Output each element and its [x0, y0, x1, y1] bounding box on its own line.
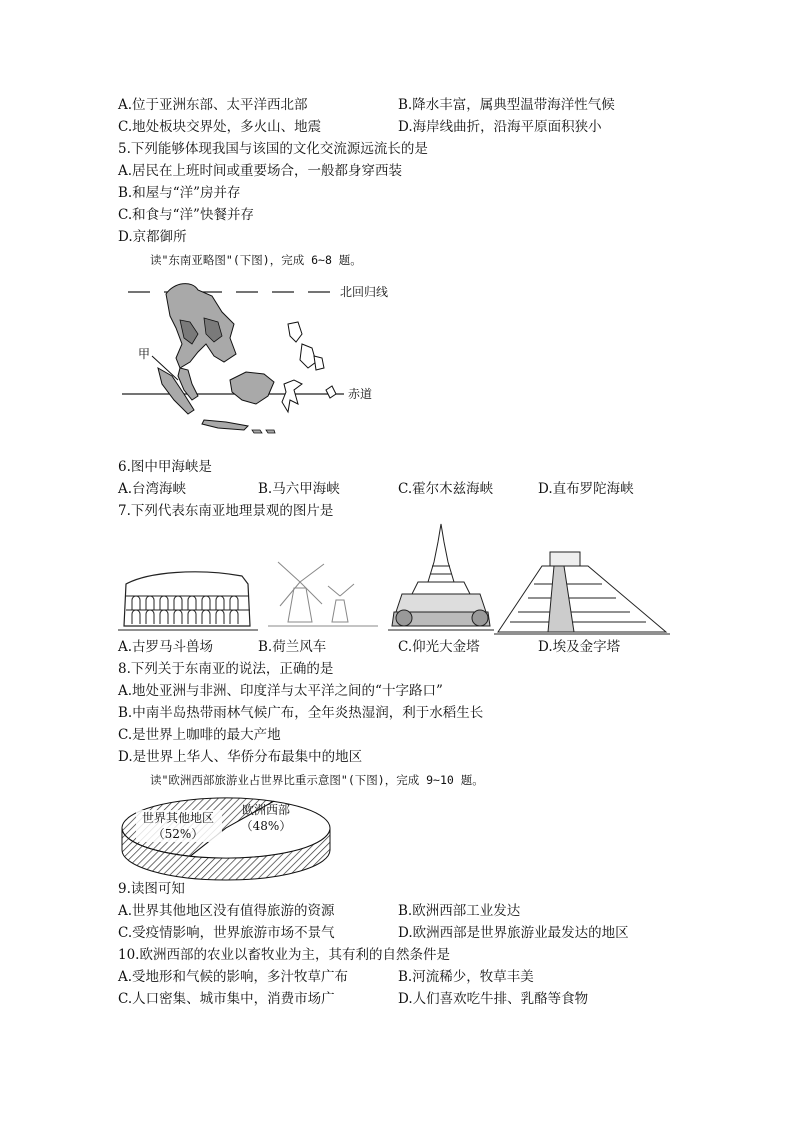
map-instruction: 读"东南亚略图"(下图)，完成 6~8 题。: [150, 253, 362, 267]
island: [266, 430, 275, 433]
strait-jia-label: 甲: [138, 347, 151, 361]
q7-option-c: C.仰光大金塔: [398, 639, 480, 655]
borneo-island: [230, 372, 274, 404]
q9-option-a: A.世界其他地区没有值得旅游的资源: [118, 903, 335, 919]
island: [326, 386, 336, 398]
tourism-pie-chart: [118, 792, 338, 884]
q5-option-d: D.京都御所: [118, 229, 187, 245]
windmill-picture: [268, 562, 378, 626]
pie-instruction: 读"欧洲西部旅游业占世界比重示意图"(下图)，完成 9~10 题。: [150, 773, 484, 787]
island: [252, 430, 262, 433]
colosseum-picture: [118, 572, 258, 630]
pie-value-europe: （48%）: [240, 819, 292, 833]
philippines-island: [314, 356, 324, 370]
q8-stem: 8.下列关于东南亚的说法，正确的是: [118, 661, 334, 677]
pie-value-other: （52%）: [152, 827, 204, 841]
tropic-label: 北回归线: [340, 285, 389, 299]
q9-option-d: D.欧洲西部是世界旅游业最发达的地区: [398, 925, 629, 941]
pie-label-europe: 欧洲西部: [241, 803, 291, 817]
landmark-pictures: [118, 522, 678, 640]
q10-option-a: A.受地形和气候的影响，多汁牧草广布: [118, 969, 349, 985]
q10-option-c: C.人口密集、城市集中，消费市场广: [118, 991, 335, 1007]
q7-option-d: D.埃及金字塔: [538, 639, 621, 655]
q6-option-b: B.马六甲海峡: [258, 481, 340, 497]
q6-stem: 6.图中甲海峡是: [118, 459, 212, 475]
philippines-luzon: [288, 322, 302, 342]
q6-option-d: D.直布罗陀海峡: [538, 481, 634, 497]
indochina-landmass: [166, 284, 236, 368]
q4-option-b: B.降水丰富，属典型温带海洋性气候: [398, 97, 615, 113]
java-island: [202, 420, 248, 430]
q8-option-d: D.是世界上华人、华侨分布最集中的地区: [118, 749, 363, 765]
equator-label: 赤道: [348, 387, 373, 401]
q6-option-c: C.霍尔木兹海峡: [398, 481, 494, 497]
q7-stem: 7.下列代表东南亚地理景观的图片是: [118, 503, 334, 519]
q4-option-d: D.海岸线曲折，沿海平原面积狭小: [398, 119, 602, 135]
q5-option-b: B.和屋与“洋”房并存: [118, 185, 241, 201]
q5-stem: 5.下列能够体现我国与该国的文化交流源远流长的是: [118, 141, 428, 157]
q10-stem: 10.欧洲西部的农业以畜牧业为主，其有利的自然条件是: [118, 947, 450, 963]
pyramid-picture: [494, 552, 670, 634]
q6-option-a: A.台湾海峡: [118, 481, 187, 497]
q10-option-d: D.人们喜欢吃牛排、乳酪等食物: [398, 991, 589, 1007]
q8-option-a: A.地处亚洲与非洲、印度洋与太平洋之间的“十字路口”: [118, 683, 443, 699]
q4-option-c: C.地处板块交界处，多火山、地震: [118, 119, 322, 135]
q5-option-a: A.居民在上班时间或重要场合，一般都身穿西装: [118, 163, 403, 179]
q9-stem: 9.读图可知: [118, 881, 185, 897]
pie-label-other: 世界其他地区: [141, 811, 215, 825]
q8-option-c: C.是世界上咖啡的最大产地: [118, 727, 281, 743]
sulawesi-island: [282, 380, 302, 412]
q7-option-b: B.荷兰风车: [258, 639, 327, 655]
q4-option-a: A.位于亚洲东部、太平洋西北部: [118, 97, 308, 113]
q8-option-b: B.中南半岛热带雨林气候广布，全年炎热湿润，利于水稻生长: [118, 705, 484, 721]
southeast-asia-map: [118, 272, 418, 442]
q9-option-c: C.受疫情影响，世界旅游市场不景气: [118, 925, 335, 941]
q5-option-c: C.和食与“洋”快餐并存: [118, 207, 254, 223]
q10-option-b: B.河流稀少，牧草丰美: [398, 969, 534, 985]
q9-option-b: B.欧洲西部工业发达: [398, 903, 521, 919]
pagoda-picture: [388, 524, 494, 630]
q7-option-a: A.古罗马斗兽场: [118, 639, 214, 655]
